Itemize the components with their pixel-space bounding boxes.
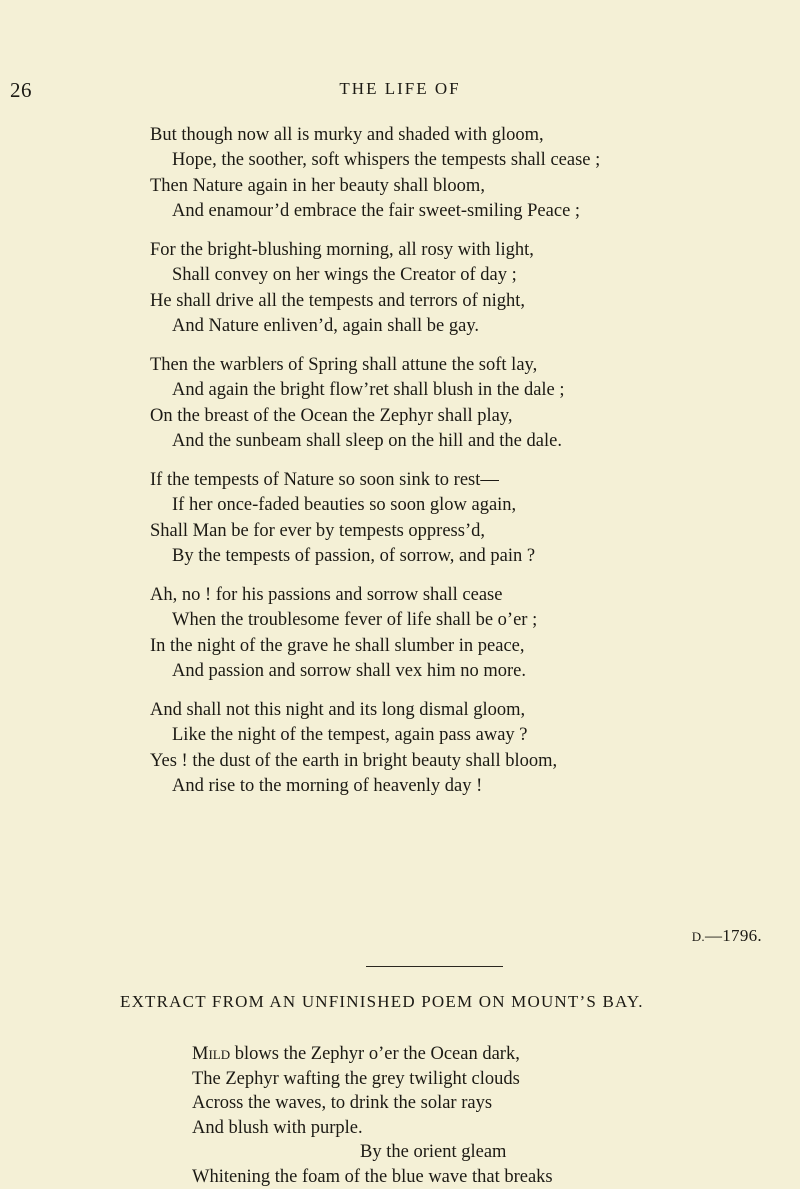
stanza — [150, 468, 790, 569]
page-number: 26 — [10, 78, 32, 103]
signature-year: —1796. — [705, 926, 762, 945]
poem-half-line: By the orient gleam — [192, 1140, 792, 1165]
poem — [150, 123, 790, 813]
poem-line: Shall Man be for ever by tempests oppress’d, — [150, 519, 790, 544]
poem-line: And Nature enliven’d, again shall be gay. — [150, 314, 790, 339]
poem-line: If her once-faded beauties so soon glow again, — [150, 493, 790, 518]
poem-line: And the sunbeam shall sleep on the hill and the dale. — [150, 429, 790, 454]
stanza — [150, 583, 790, 684]
poem-line: Like the night of the tempest, again pass away ? — [150, 723, 790, 748]
extract-poem — [192, 1042, 792, 1189]
drop-initial-word: Mild — [192, 1044, 230, 1064]
poem-line: Hope, the soother, soft whispers the tempests shall cease ; — [150, 148, 790, 173]
poem-line: For the bright-blushing morning, all rosy with light, — [150, 238, 790, 263]
poem-line: In the night of the grave he shall slumber in peace, — [150, 634, 790, 659]
poem-line: And blush with purple. — [192, 1116, 792, 1141]
poem-line: When the troublesome fever of life shall be o’er ; — [150, 608, 790, 633]
poem-line: The Zephyr wafting the grey twilight clouds — [192, 1067, 792, 1092]
section-heading: EXTRACT FROM AN UNFINISHED POEM ON MOUNT’S BAY. — [120, 992, 800, 1012]
poem-line: Then the warblers of Spring shall attune the soft lay, — [150, 353, 790, 378]
poem-line: Ah, no ! for his passions and sorrow shall cease — [150, 583, 790, 608]
first-line-rest: blows the Zephyr o’er the Ocean dark, — [230, 1044, 520, 1064]
poem-line: Whitening the foam of the blue wave that breaks — [192, 1165, 792, 1189]
poem-line: But though now all is murky and shaded with gloom, — [150, 123, 790, 148]
stanza — [150, 698, 790, 799]
running-head: THE LIFE OF — [0, 79, 800, 99]
poem-line: And rise to the morning of heavenly day ! — [150, 774, 790, 799]
poem-line: And enamour’d embrace the fair sweet-smiling Peace ; — [150, 199, 790, 224]
poem-line: He shall drive all the tempests and terrors of night, — [150, 289, 790, 314]
poem-line: On the breast of the Ocean the Zephyr shall play, — [150, 404, 790, 429]
section-divider — [366, 966, 503, 967]
poem-line: Then Nature again in her beauty shall bloom, — [150, 174, 790, 199]
poem-line: Across the waves, to drink the solar rays — [192, 1091, 792, 1116]
poem-line: By the tempests of passion, of sorrow, and pain ? — [150, 544, 790, 569]
poem-line: Shall convey on her wings the Creator of day ; — [150, 263, 790, 288]
poem-line — [192, 1042, 792, 1067]
poem-signature — [692, 926, 762, 946]
poem-line: And shall not this night and its long dismal gloom, — [150, 698, 790, 723]
signature-initial: D. — [692, 929, 705, 944]
poem-line: If the tempests of Nature so soon sink to rest— — [150, 468, 790, 493]
poem-line: And passion and sorrow shall vex him no more. — [150, 659, 790, 684]
stanza — [150, 123, 790, 224]
poem-line: And again the bright flow’ret shall blush in the dale ; — [150, 378, 790, 403]
poem-line: Yes ! the dust of the earth in bright beauty shall bloom, — [150, 749, 790, 774]
stanza — [150, 238, 790, 339]
stanza — [150, 353, 790, 454]
